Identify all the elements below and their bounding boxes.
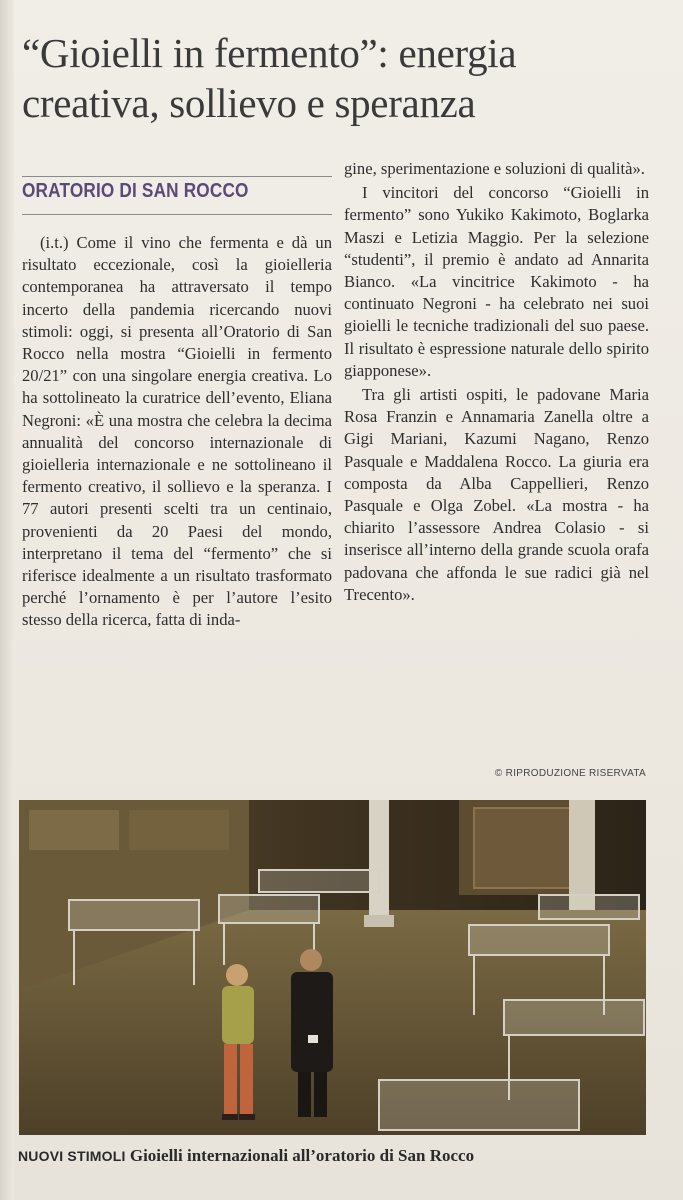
caption-text: Gioielli internazionali all’oratorio di San Rocco: [125, 1146, 475, 1165]
headline: “Gioielli in fermento”: energia creativa, sollievo e speranza: [22, 30, 517, 126]
kicker-bottom-rule: [22, 214, 332, 215]
article-paragraph: (i.t.) Come il vino che fermenta e dà un risultato eccezionale, così la gioielleria contemporanea ha attraversato il tempo incerto della pandemia ricercando nuovi stimoli: oggi, si presenta all’Oratorio di San Rocco nella mostra “Gioielli in fermento 20/21” con una singolare energia creativa. Lo ha sottolineato la curatrice dell’evento, Eliana Negroni: «È una mostra che celebra la decima annualità del concorso internazionale di gioielleria internazionale e ne sottolineano il fermento creativo, il sollievo e la speranza. I 77 autori presenti scelti tra un centinaio, provenienti da 20 Paesi del mondo, interpretano il tema del “fermento” che si riferisce idealmente a un risultato trasformato perché l’ornamento è per l’autore l’esito stesso della ricerca, fatta di inda-: [22, 233, 332, 630]
article-column-2: [344, 158, 649, 606]
article-paragraph: Tra gli artisti ospiti, le padovane Maria Rosa Franzin e Annamaria Zanella oltre a Gigi Mariani, Kazumi Nagano, Renzo Pasquale e Maddalena Rocco. La giuria era composta da Alba Cappellieri, Renzo Pasquale e Olga Zobel. «La mostra - ha chiarito l’assessore Andrea Colasio - si inserisce all’interno della grande scuola orafa padovana che affonda le sue radici già nel Trecento».: [344, 385, 649, 604]
article-paragraph-continuation: gine, sperimentazione e soluzioni di qualità».: [344, 159, 645, 178]
page-edge-left: [0, 0, 14, 1200]
article-paragraph: I vincitori del concorso “Gioielli in fermento” sono Yukiko Kakimoto, Boglarka Maszi e Letizia Maggio. Per la selezione “studenti”, il premio è andato ad Annarita Bianco. «La vincitrice Kakimoto - ha continuato Negroni - ha celebrato nei suoi gioielli le tecniche tradizionali del suo paese. Il risultato è espressione naturale dello spirito giapponese».: [344, 183, 649, 380]
article-column-1: [22, 232, 332, 632]
caption-kicker: NUOVI STIMOLI: [18, 1148, 126, 1164]
exhibition-photo: [19, 800, 646, 1135]
copyright-notice: © RIPRODUZIONE RISERVATA: [494, 768, 646, 779]
kicker-top-rule: [22, 176, 332, 177]
photo-caption: [18, 1146, 658, 1166]
section-kicker: ORATORIO DI SAN ROCCO: [22, 180, 249, 202]
